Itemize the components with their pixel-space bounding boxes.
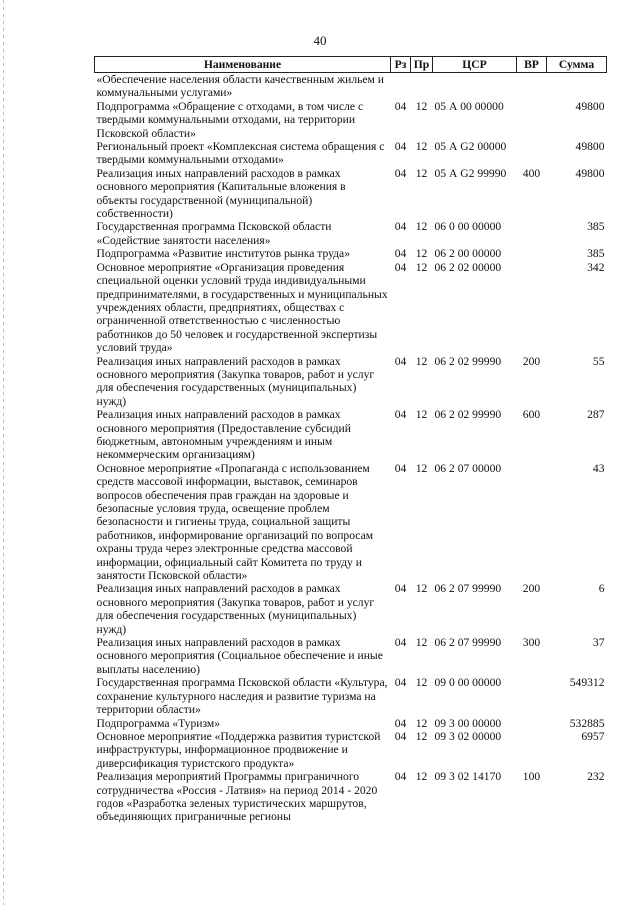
table-row xyxy=(95,73,607,100)
cell-csr: 06 2 07 00000 xyxy=(434,461,502,475)
cell-pr: 12 xyxy=(415,166,428,180)
table-row xyxy=(95,730,607,770)
cell-name: Подпрограмма «Туризм» xyxy=(96,716,221,730)
cell-name: «Обеспечение населения области качественным жильем и коммунальными услугами» xyxy=(96,73,384,100)
cell-csr: 06 2 02 99990 xyxy=(434,354,502,368)
cell-rz: 04 xyxy=(394,729,407,743)
cell-vr xyxy=(517,247,547,260)
cell-vr xyxy=(517,717,547,730)
cell-sum: 287 xyxy=(587,408,605,422)
cell-sum: 385 xyxy=(587,247,605,261)
cell-name: Реализация иных направлений расходов в рамках основного мероприятия (Предоставление субсидий бюджетным, автономным учреждениям и иным некоммерческим организациям) xyxy=(96,408,351,462)
cell-csr: 06 0 00 00000 xyxy=(434,220,502,234)
cell-vr xyxy=(517,462,547,583)
cell-rz: 04 xyxy=(394,461,407,475)
cell-pr: 12 xyxy=(415,140,428,154)
table-row xyxy=(95,582,607,636)
cell-rz: 04 xyxy=(394,220,407,234)
cell-sum: 55 xyxy=(592,354,605,368)
cell-pr: 12 xyxy=(415,582,428,596)
cell-name: Подпрограмма «Обращение с отходами, в том числе с твердыми коммунальными отходами, на территории Псковской области» xyxy=(96,99,364,140)
cell-rz: 04 xyxy=(394,582,407,596)
cell-rz: 04 xyxy=(394,676,407,690)
table-row xyxy=(95,220,607,247)
cell-csr: 09 0 00 00000 xyxy=(434,676,502,690)
cell-pr: 12 xyxy=(415,636,428,650)
cell-pr: 12 xyxy=(415,716,428,730)
cell-rz: 04 xyxy=(394,140,407,154)
cell-pr: 12 xyxy=(415,99,428,113)
cell-name: Подпрограмма «Развитие институтов рынка труда» xyxy=(96,247,351,261)
cell-vr: 600 xyxy=(522,408,541,422)
cell-sum: 49800 xyxy=(575,166,605,180)
cell-name: Реализация иных направлений расходов в рамках основного мероприятия (Социальное обеспечение и иные выплаты населению) xyxy=(96,636,383,676)
cell-rz: 04 xyxy=(394,716,407,730)
cell-sum: 532885 xyxy=(569,716,605,730)
page-number: 40 xyxy=(313,33,327,48)
header-vr: ВР xyxy=(517,57,547,73)
cell-sum: 37 xyxy=(592,636,605,650)
cell-name: Основное мероприятие «Организация проведения специальной оценки условий труда индивидуальными предпринимателями, в государственных и муниципальных учреждениях области, предприятиях, обществах с ограниченной ответственностью с численностью работников до 50 человек и государственной экспертизы условий труда» xyxy=(96,260,388,355)
cell-vr: 300 xyxy=(522,636,541,650)
cell-name: Реализация мероприятий Программы приграничного сотрудничества «Россия - Латвия» на период 2014 - 2020 годов «Разработка зеленых туристических маршрутов, объединяющих приграничные регионы xyxy=(96,770,378,824)
cell-vr: 400 xyxy=(522,166,541,180)
cell-rz: 04 xyxy=(394,636,407,650)
budget-table xyxy=(94,56,607,824)
cell-csr: 09 3 00 00000 xyxy=(434,716,502,730)
cell-pr: 12 xyxy=(415,354,428,368)
cell-pr: 12 xyxy=(415,770,428,784)
table-header-row xyxy=(95,57,607,73)
scan-edge-artifact xyxy=(3,0,4,905)
cell-pr xyxy=(411,73,433,100)
cell-pr: 12 xyxy=(415,247,428,261)
cell-vr xyxy=(517,220,547,247)
cell-sum: 385 xyxy=(587,220,605,234)
table-row xyxy=(95,462,607,583)
cell-csr: 09 3 02 14170 xyxy=(434,770,502,784)
cell-sum: 49800 xyxy=(575,140,605,154)
cell-rz: 04 xyxy=(394,260,407,274)
table-row xyxy=(95,140,607,167)
cell-rz: 04 xyxy=(394,354,407,368)
cell-name: Основное мероприятие «Поддержка развития туристской инфраструктуры, информационное продвижение и диверсификация туристского продукта» xyxy=(96,729,381,770)
table-body xyxy=(95,73,607,824)
cell-sum: 232 xyxy=(587,770,605,784)
table-row xyxy=(95,717,607,730)
cell-sum xyxy=(547,73,607,100)
cell-sum: 6 xyxy=(598,582,605,596)
cell-vr xyxy=(517,140,547,167)
cell-vr xyxy=(517,261,547,355)
cell-rz: 04 xyxy=(394,408,407,422)
header-sum: Сумма xyxy=(547,57,607,73)
cell-rz: 04 xyxy=(394,99,407,113)
cell-sum: 6957 xyxy=(581,729,605,743)
header-rz: Рз xyxy=(391,57,411,73)
cell-csr: 06 2 02 00000 xyxy=(434,260,502,274)
cell-vr: 200 xyxy=(522,582,541,596)
cell-csr: 05 А 00 00000 xyxy=(434,99,504,113)
cell-rz: 04 xyxy=(394,770,407,784)
cell-name: Государственная программа Псковской области «Культура, сохранение культурного наследия и развитие туризма на территории области» xyxy=(96,676,388,717)
cell-name: Реализация иных направлений расходов в рамках основного мероприятия (Капитальные вложения в объекты государственной (муниципальной) собственности) xyxy=(96,166,346,221)
header-csr: ЦСР xyxy=(433,57,517,73)
cell-csr: 05 А G2 00000 xyxy=(434,140,507,154)
cell-csr: 09 3 02 00000 xyxy=(434,729,502,743)
cell-vr xyxy=(517,730,547,770)
cell-vr xyxy=(517,100,547,140)
cell-name: Реализация иных направлений расходов в рамках основного мероприятия (Закупка товаров, работ и услуг для обеспечения государственных (муниципальных) нужд) xyxy=(96,582,375,636)
header-pr: Пр xyxy=(411,57,433,73)
header-name: Наименование xyxy=(95,57,391,73)
cell-name: Государственная программа Псковской области «Содействие занятости населения» xyxy=(96,220,332,247)
table-row xyxy=(95,247,607,260)
cell-pr: 12 xyxy=(415,461,428,475)
cell-vr xyxy=(517,676,547,716)
table-row xyxy=(95,676,607,716)
cell-name: Региональный проект «Комплексная система обращения с твердыми коммунальными отходами» xyxy=(96,140,385,167)
table-row xyxy=(95,355,607,409)
cell-sum: 342 xyxy=(587,260,605,274)
table-row xyxy=(95,100,607,140)
cell-csr: 06 2 07 99990 xyxy=(434,582,502,596)
cell-csr: 06 2 07 99990 xyxy=(434,636,502,650)
cell-vr: 200 xyxy=(522,354,541,368)
cell-pr: 12 xyxy=(415,220,428,234)
cell-sum: 49800 xyxy=(575,99,605,113)
table-row xyxy=(95,770,607,824)
cell-pr: 12 xyxy=(415,729,428,743)
cell-name: Реализация иных направлений расходов в рамках основного мероприятия (Закупка товаров, работ и услуг для обеспечения государственных (муниципальных) нужд) xyxy=(96,354,375,408)
table-row xyxy=(95,408,607,462)
table-row xyxy=(95,261,607,355)
cell-rz: 04 xyxy=(394,247,407,261)
cell-csr: 06 2 02 99990 xyxy=(434,408,502,422)
cell-rz xyxy=(391,73,411,100)
cell-rz: 04 xyxy=(394,166,407,180)
cell-csr xyxy=(433,73,517,100)
cell-csr: 06 2 00 00000 xyxy=(434,247,502,261)
cell-sum: 43 xyxy=(592,461,605,475)
cell-pr: 12 xyxy=(415,408,428,422)
cell-vr: 100 xyxy=(522,770,541,784)
table-row xyxy=(95,167,607,221)
table-row xyxy=(95,636,607,676)
cell-csr: 05 А G2 99990 xyxy=(434,166,507,180)
cell-pr: 12 xyxy=(415,676,428,690)
cell-sum: 549312 xyxy=(569,676,605,690)
cell-pr: 12 xyxy=(415,260,428,274)
cell-name: Основное мероприятие «Пропаганда с использованием средств массовой информации, выставок, семинаров вопросов обеспечения прав граждан на здоровые и безопасные условия труда, освещение проблем безопасности и гигиены труда, социальной защиты работников, информирование организаций по вопросам охраны труда через электронные средства массовой информации, официальный сайт Комитета по труду и занятости Псковской области» xyxy=(96,461,374,583)
cell-vr xyxy=(517,73,547,100)
